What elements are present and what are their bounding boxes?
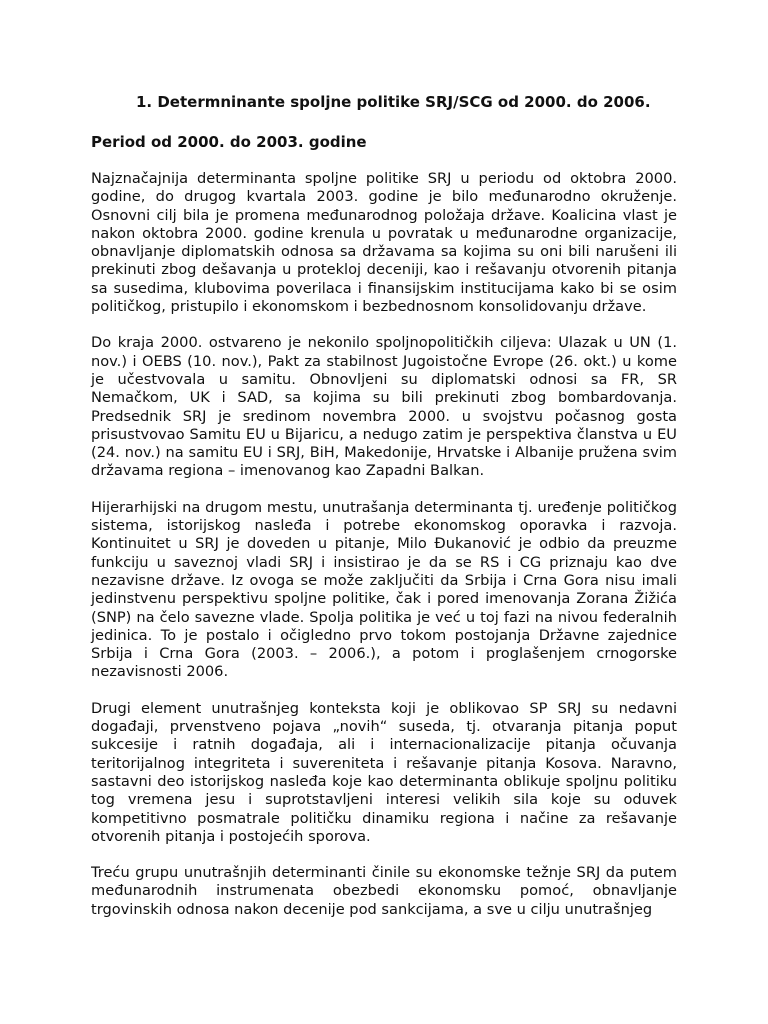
paragraph-5: Treću grupu unutrašnjih determinanti činile su ekonomske težnje SRJ da putem međunarodnih instrumenata obezbedi ekonomsku pomoć, obnavljanje trgovinskih odnosa nakon decenije pod sankcijama, a sve u cilju unutrašnjeg [91, 864, 677, 918]
paragraph-4: Drugi element unutrašnjeg konteksta koji je oblikovao SP SRJ su nedavni događaji, prvenstveno pojava „novih“ suseda, tj. otvaranja pitanja poput sukcesije i ratnih događaja, ali i internacionalizacije pitanja očuvanja teritorijalnog integriteta i suvereniteta i rešavanje pitanja Kosova. Naravno, sastavni deo istorijskog nasleđa koje kao determinanta oblikuje spoljnu politiku tog vremena jesu i suprotstavljeni interesi velikih sila koje su oduvek kompetitivno posmatrale političku dinamiku regiona i načine za rešavanje otvorenih pitanja i postojećih sporova. [91, 699, 677, 845]
paragraph-2: Do kraja 2000. ostvareno je nekonilo spoljnopolitičkih ciljeva: Ulazak u UN (1. nov.) i OEBS (10. nov.), Pakt za stabilnost Jugoistočne Evrope (26. okt.) u kome je učestvovala u samitu. Obnovljeni su diplomatski odnosi sa FR, SR Nemačkom, UK i SAD, sa kojima su bili prekinuti zbog bombardovanja. Predsednik SRJ je sredinom novembra 2000. u svojstvu počasnog gosta prisustvovao Samitu EU u Bijaricu, a nedugo zatim je perspektiva članstva u EU (24. nov.) na samitu EU i SRJ, BiH, Makedonije, Hrvatske i Albanije pružena svim državama regiona – imenovanog kao Zapadni Balkan. [91, 334, 677, 480]
paragraph-3: Hijerarhijski na drugom mestu, unutrašanja determinanta tj. uređenje političkog sistema, istorijskog nasleđa i potrebe ekonomskog oporavka i razvoja. Kontinuitet u SRJ je doveden u pitanje, Milo Đukanović je odbio da preuzme funkciju u saveznoj vladi SRJ i insistirao je da se RS i CG priznaju kao dve nezavisne države. Iz ovoga se može zaključiti da Srbija i Crna Gora nisu imali jedinstvenu perspektivu spoljne politike, čak i pored imenovanja Zorana Žižića (SNP) na čelo savezne vlade. Spolja politika je već u toj fazi na nivou federalnih jedinica. To je postalo i očigledno prvo tokom postojanja Državne zajednice Srbija i Crna Gora (2003. – 2006.), a potom i proglašenjem crnogorske nezavisnosti 2006. [91, 498, 677, 681]
paragraph-1: Najznačajnija determinanta spoljne politike SRJ u periodu od oktobra 2000. godine, do drugog kvartala 2003. godine je bilo međunarodno okruženje. Osnovni cilj bila je promena međunarodnog položaja države. Koalicina vlast je nakon oktobra 2000. godine krenula u povratak u međunarodne organizacije, obnavljanje diplomatskih odnosa sa državama sa kojima su oni bili narušeni ili prekinuti zbog dešavanja u proteklој deceniji, kao i rešavanju otvorenih pitanja sa susedima, klubovima poverilaca i finansijskim institucijama kako bi se osim političkog, pristupilo i ekonomskom i bezbednosnom konsolidovanju države. [91, 170, 677, 316]
document-title: 1. Determninante spoljne politike SRJ/SCG od 2000. do 2006. [136, 93, 651, 111]
section-heading: Period od 2000. do 2003. godine [91, 133, 367, 151]
document-page [91, 92, 677, 936]
